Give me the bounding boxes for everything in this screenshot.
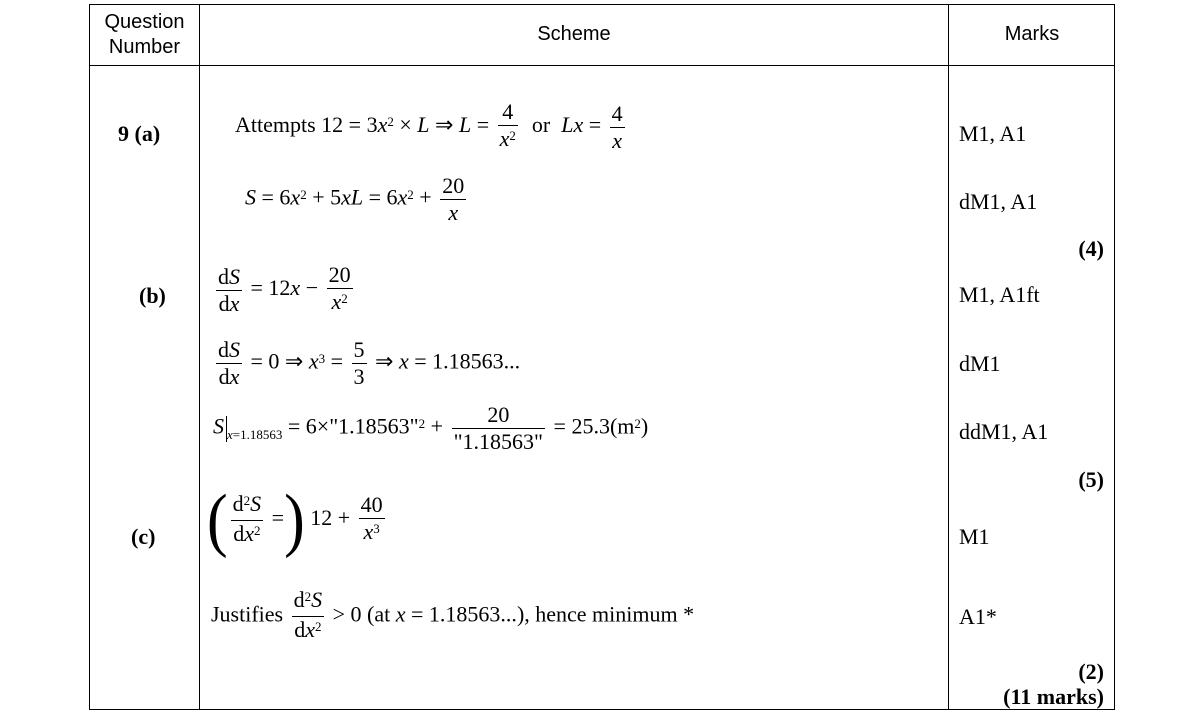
part-a-label: 9 (a) [118, 121, 161, 146]
part-b-step-3: S $_{x=1.18563}$ = 6×"1.18563"$^2$ + $\frac{20}{"1.18563"}$ = $25.3(m^2)$ [213, 402, 649, 454]
mark-b1: M1, A1ft [959, 282, 1040, 307]
fraction: $\frac{d^2S}{dx^2}$ [232, 490, 262, 546]
mark-b-total: (5) [1078, 467, 1104, 492]
fraction: $\frac{20}{"1.18563"}$ [453, 402, 544, 454]
step-prefix: Attempts [235, 112, 316, 138]
mark-a-total: (4) [1078, 236, 1104, 261]
step-end: ), hence minimum * [516, 601, 695, 627]
mark-a2: dM1, A1 [959, 189, 1038, 214]
mark-b3: ddM1, A1 [959, 419, 1049, 444]
fraction: $\frac{20}{x^2}$ [328, 262, 351, 314]
fraction: $\frac{d^2S}{dx^2}$ [293, 587, 323, 642]
mark-b2: dM1 [959, 351, 1001, 376]
part-a-step-2: $S = 6x^2 + 5xL = 6x^2$ + $\frac{20}{x}$ [245, 173, 465, 225]
part-c-step-1: ( $\frac{d^2S}{dx^2}$ =) 12 + $\frac{40}{x^3}$ [207, 480, 383, 560]
column-divider-question [199, 4, 200, 710]
part-b-step-2: $\frac{dS}{dx}$ = 0 ⇒ $x^3$ = $\frac{5}{3}$ ⇒ x = 1.18563... [218, 337, 521, 389]
step-suffix: (at [367, 601, 391, 627]
part-a-step-1: Attempts $12 = 3x^2 \times L$ ⇒ L = $\frac{4}{x^2}$ or Lx = $\frac{4}{x}$ [235, 99, 628, 155]
header-marks: Marks [1004, 23, 1060, 45]
mark-c1: M1 [959, 524, 990, 549]
column-divider-marks [948, 4, 949, 710]
fraction: $\frac{40}{x^3}$ [360, 492, 383, 544]
mark-c-total: (2) [1078, 659, 1104, 684]
mark-overall-total: (11 marks) [1003, 684, 1104, 709]
part-b-label: (b) [139, 283, 166, 308]
header-question-number: Question Number [104, 11, 185, 58]
mark-c2: A1* [959, 604, 997, 629]
fraction: $\frac{20}{x}$ [442, 173, 465, 225]
or-word: or [531, 112, 551, 138]
part-b-step-1: $\frac{dS}{dx}$ = 12x − $\frac{20}{x^2}$ [213, 262, 356, 318]
mark-a1: M1, A1 [959, 121, 1027, 146]
step-prefix: Justifies [211, 601, 284, 627]
header-divider [89, 65, 1115, 66]
fraction: $\frac{dS}{dx}$ [218, 263, 240, 316]
header-scheme: Scheme [537, 23, 611, 45]
part-c-label: (c) [131, 524, 156, 549]
fraction: $\frac{4}{x^2}$ [499, 99, 516, 151]
fraction: $\frac{dS}{dx}$ [218, 337, 240, 389]
part-c-step-2: Justifies $\frac{d^2S}{dx^2}$ > 0 (at x = 1.18563...), hence minimum * [211, 587, 694, 646]
fraction: $\frac{5}{3}$ [353, 337, 365, 389]
fraction: $\frac{4}{x}$ [611, 100, 623, 153]
